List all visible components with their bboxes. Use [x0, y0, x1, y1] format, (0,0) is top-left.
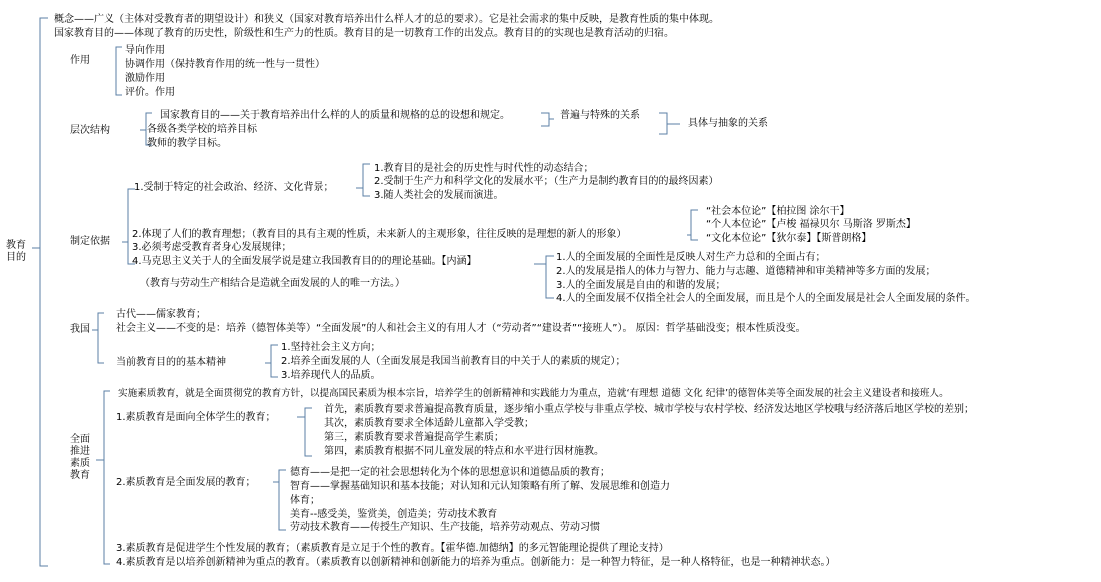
quality-item-2-sub: 智育——掌握基础知识和基本技能；对认知和元认知策略有所了解、发展思维和创造力 [290, 481, 670, 492]
quality-item-1: 1.素质教育是面向全体学生的教育； [116, 412, 276, 423]
basis-item-2: 2.体现了人们的教育理想；（教育目的具有主观的性质，未来新人的主观形象，往往反映的是理想的新人的形象） [132, 229, 627, 240]
concept-line-1: 概念——广义（主体对受教育者的期望设计）和狭义（国家对教育培养出什么样人才的总的要求）。它是社会需求的集中反映，是教育性质的集中体现。 [54, 14, 719, 25]
function-label: 作用 [70, 55, 90, 66]
quality-item-1-sub: 第四，素质教育根据不同儿童发展的特点和水平进行因材施教。 [324, 446, 604, 457]
basis-item-1-sub: 3.随人类社会的发展而演进。 [374, 190, 504, 201]
china-spirit-item: 1.坚持社会主义方向； [281, 342, 381, 353]
levels-relation-2: 具体与抽象的关系 [688, 118, 768, 129]
china-spirit-item: 3.培养现代人的品质。 [281, 370, 381, 381]
china-socialism: 社会主义——不变的是：培养（德智体美等）“全面发展”的人和社会主义的有用人才（“劳动者”“建设者”“接班人”）。 原因：哲学基础没变；根本性质没变。 [116, 323, 806, 334]
basis-note: （教育与劳动生产相结合是造就全面发展的人的唯一方法。） [140, 278, 405, 289]
concept-line-2: 国家教育目的——体现了教育的历史性，阶级性和生产力的性质。教育目的是一切教育工作的出发点。教育目的的实现也是教育活动的归宿。 [54, 28, 674, 39]
basis-item-1: 1.受制于特定的社会政治、经济、文化背景； [134, 182, 334, 193]
levels-item: 教师的教学目标。 [147, 138, 227, 149]
basis-item-1-sub: 1.教育目的是社会的历史性与时代性的动态结合； [374, 163, 594, 174]
basis-label: 制定依据 [70, 236, 110, 247]
basis-item-4-sub: 2.人的发展是指人的体力与智力、能力与志趣、道德精神和审美精神等多方面的发展； [556, 266, 936, 277]
quality-item-2-sub: 体育； [290, 495, 320, 506]
quality-item-2: 2.素质教育是全面发展的教育； [116, 477, 256, 488]
quality-label: 全面 推进 素质 教育 [70, 434, 90, 481]
china-label: 我国 [70, 324, 90, 335]
quality-item-4: 4.素质教育是以培养创新精神为重点的教育。（素质教育以创新精神和创新能力的培养为重点。创新能力：是一种智力特征，是一种人格特征，也是一种精神状态。） [116, 557, 836, 568]
basis-item-4-sub: 1.人的全面发展的全面性是反映人对生产力总和的全面占有； [556, 252, 826, 263]
levels-label: 层次结构 [70, 125, 110, 136]
quality-item-2-sub: 德育——是把一定的社会思想转化为个体的思想意识和道德品质的教育； [290, 467, 610, 478]
china-ancient: 古代——儒家教育； [116, 309, 206, 320]
function-item: 协调作用（保持教育作用的统一性与一贯性） [125, 59, 325, 70]
levels-item: 各级各类学校的培养目标 [147, 124, 257, 135]
levels-item: 国家教育目的——关于教育培养出什么样的人的质量和规格的总的设想和规定。 [160, 110, 510, 121]
root-label: 教育 目的 [6, 240, 26, 263]
quality-item-2-sub: 劳动技术教育——传授生产知识、生产技能，培养劳动观点、劳动习惯 [290, 522, 600, 533]
basis-item-2-sub: “文化本位论”【狄尔泰】【斯普朗格】 [706, 233, 872, 244]
quality-item-1-sub: 其次，素质教育要求全体适龄儿童都入学受教； [324, 418, 534, 429]
china-spirit-item: 2.培养全面发展的人（全面发展是我国当前教育目的中关于人的素质的规定）； [281, 356, 626, 367]
levels-relation-1: 普遍与特殊的关系 [560, 110, 640, 121]
basis-item-4-sub: 3.人的全面发展是自由的和谐的发展； [556, 280, 726, 291]
function-item: 评价。作用 [125, 87, 175, 98]
function-item: 激励作用 [125, 73, 165, 84]
basis-item-4-sub: 4.人的全面发展不仅指全社会人的全面发展，而且是个人的全面发展是社会人全面发展的条件。 [556, 293, 976, 304]
quality-item-2-sub: 美育--感受美，鉴赏美，创造美；劳动技术教育 [290, 509, 498, 520]
basis-item-2-sub: “个人本位论”【卢梭 福禄贝尔 马斯洛 罗斯杰】 [706, 219, 916, 230]
quality-item-1-sub: 首先，素质教育要求普遍提高教育质量，逐步缩小重点学校与非重点学校、城市学校与农村学校、经济发达地区学校哦与经济落后地区学校的差别； [324, 404, 974, 415]
basis-item-4: 4.马克思主义关于人的全面发展学说是建立我国教育目的的理论基础。【内涵】 [132, 256, 477, 267]
basis-item-1-sub: 2.受制于生产力和科学文化的发展水平；（生产力是制约教育目的的最终因素） [374, 176, 719, 187]
quality-item-1-sub: 第三，素质教育要求普遍提高学生素质； [324, 432, 504, 443]
basis-item-2-sub: “社会本位论”【柏拉图 涂尔干】 [706, 206, 850, 217]
function-item: 导向作用 [125, 45, 165, 56]
quality-item-3: 3.素质教育是促进学生个性发展的教育；（素质教育是立足于个性的教育。【霍华德.加德纳】的多元智能理论提供了理论支持） [116, 543, 669, 554]
china-spirit-label: 当前教育目的的基本精神 [116, 357, 226, 368]
quality-intro: 实施素质教育，就是全面贯彻党的教育方针，以提高国民素质为根本宗旨，培养学生的创新精神和实践能力为重点，造就‘有理想 道德 文化 纪律’的德智体美等全面发展的社会主义建设者和接班人。 [118, 388, 949, 399]
basis-item-3: 3.必须考虑受教育者身心发展规律； [132, 242, 292, 253]
